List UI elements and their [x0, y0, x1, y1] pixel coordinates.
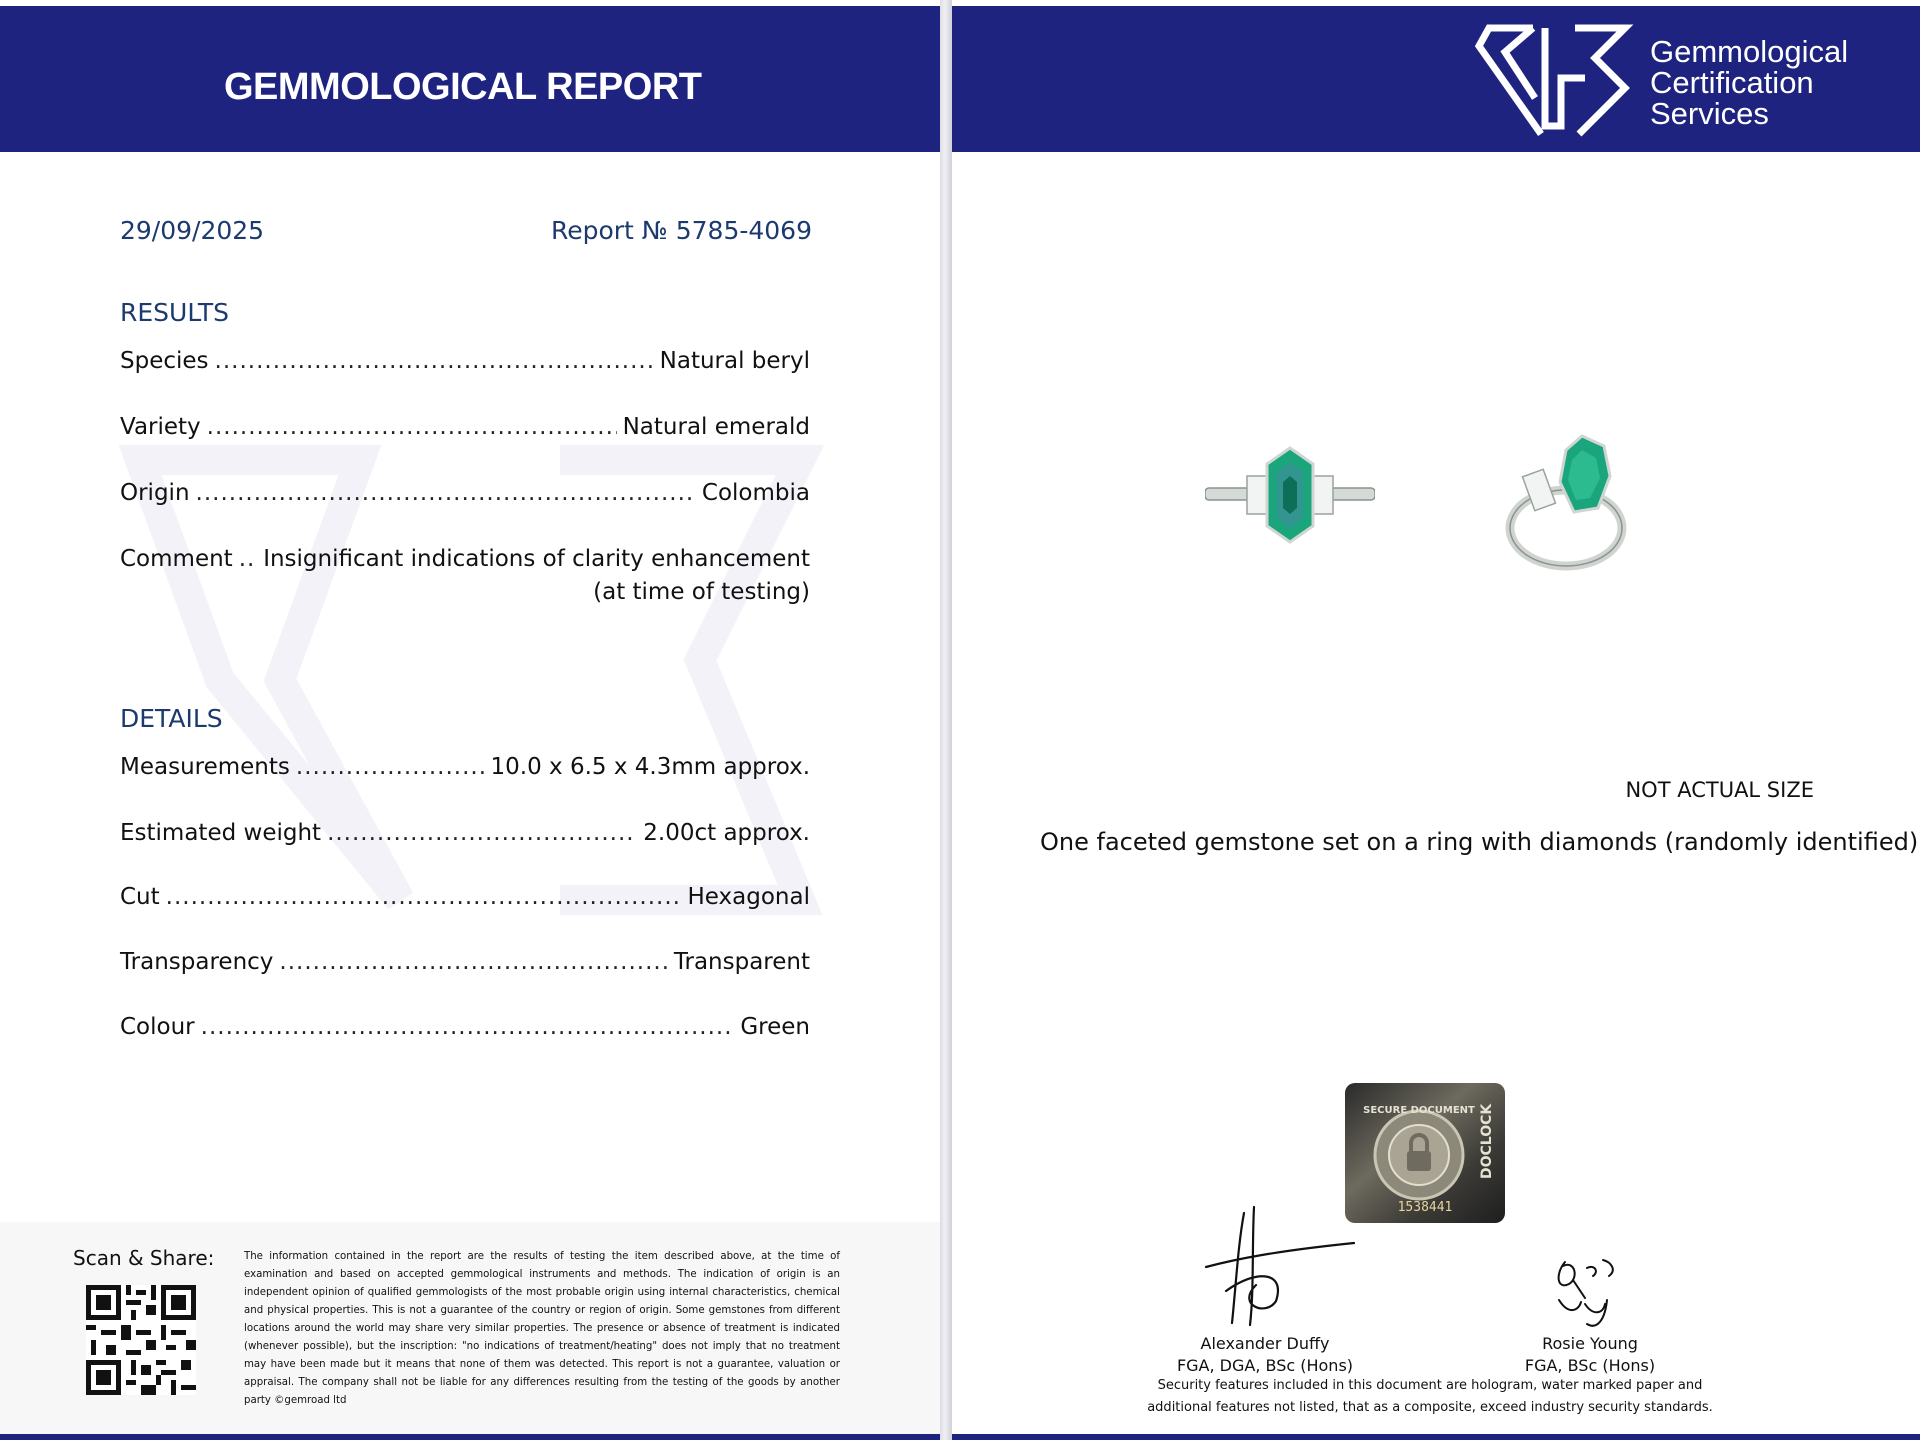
row-label: Measurements	[120, 754, 290, 780]
report-number: Report № 5785-4069	[550, 216, 812, 245]
results-heading: RESULTS	[120, 298, 229, 327]
signatory-credentials: FGA, DGA, BSc (Hons)	[1176, 1356, 1354, 1375]
row-label: Variety	[120, 414, 201, 440]
row-value: 10.0 x 6.5 x 4.3mm approx.	[490, 754, 810, 780]
header-band	[0, 6, 940, 152]
row-value: Hexagonal	[687, 884, 810, 910]
signature-alexander-duffy-image	[1196, 1205, 1356, 1330]
report-date: 29/09/2025	[120, 216, 265, 245]
comment-continuation: (at time of testing)	[593, 579, 810, 605]
ring-angled-view-image	[1500, 432, 1650, 574]
results-row-species	[120, 348, 810, 374]
row-label: Comment	[120, 546, 233, 572]
details-row-measurements	[120, 754, 810, 780]
row-value: Colombia	[701, 480, 810, 506]
details-row-transparency	[120, 949, 810, 975]
signatory-rosie-young	[1480, 1333, 1700, 1377]
signature-rosie-young-image	[1545, 1250, 1635, 1332]
row-value: 2.00ct approx.	[643, 820, 810, 846]
report-right-page	[952, 0, 1920, 1440]
signatory-name: Rosie Young	[1542, 1334, 1638, 1353]
logo-line-3: Services	[1650, 96, 1769, 131]
details-row-weight	[120, 820, 810, 846]
results-row-variety	[120, 414, 810, 440]
hologram-serial: 1538441	[1397, 1200, 1453, 1215]
signatory-name: Alexander Duffy	[1200, 1334, 1330, 1353]
hologram-ring-text: SECURE DOCUMENT	[1363, 1105, 1475, 1116]
row-value: Natural emerald	[622, 414, 810, 440]
hologram-seal-icon	[1345, 1083, 1505, 1223]
signatory-credentials: FGA, BSc (Hons)	[1524, 1356, 1656, 1375]
disclaimer-text: The information contained in the report are the results of testing the item described above, at the time of examination and based on accepted gemmological instruments and methods. The indication of origin is an independent opinion of qualified gemmologists of the most probable origin using internal characteristics, chemical and physical properties. This is not a guarantee of the country or region of origin. Some gemstones from different locations around the world may share very similar properties. The presence or absence of treatment is indicated (whenever possible), but the inscription: "no indications of treatment/heating" does not imply that no treatment may have been made but it means that none of them was detected. This report is not a guarantee, valuation or appraisal. The company shall not be liable for any differences resulting from the testing of the goods by another party ©gemroad ltd	[244, 1251, 840, 1406]
qr-code-icon[interactable]	[86, 1285, 196, 1395]
logo-line-2: Certification	[1650, 65, 1814, 100]
details-row-colour	[120, 1014, 810, 1040]
item-caption: One faceted gemstone set on a ring with diamonds (randomly identified)	[1040, 828, 1919, 856]
row-label: Cut	[120, 884, 160, 910]
row-label: Species	[120, 348, 209, 374]
bottom-rule	[0, 1434, 940, 1440]
page-gutter	[940, 0, 952, 1440]
results-row-origin	[120, 480, 810, 506]
details-heading: DETAILS	[120, 704, 223, 733]
signatory-alexander-duffy	[1140, 1333, 1390, 1377]
gcs-logo-text	[1650, 36, 1848, 129]
gcs-logo-icon	[1475, 18, 1635, 142]
report-left-page	[0, 0, 940, 1440]
logo-line-1: Gemmological	[1650, 34, 1849, 69]
row-value: Natural beryl	[659, 348, 810, 374]
not-actual-size-label: NOT ACTUAL SIZE	[1625, 778, 1814, 802]
report-title: GEMMOLOGICAL REPORT	[224, 66, 702, 108]
hologram-brand: DOCLOCK	[1479, 1103, 1495, 1179]
row-label: Origin	[120, 480, 190, 506]
row-value: Green	[740, 1014, 810, 1040]
row-value: Transparent	[673, 949, 810, 975]
details-row-cut	[120, 884, 810, 910]
row-value: Insignificant indications of clarity enhancement	[263, 546, 810, 572]
results-row-comment	[120, 546, 810, 572]
bottom-rule-right	[952, 1434, 1920, 1440]
ring-front-view-image	[1205, 440, 1375, 560]
scan-share-label: Scan & Share:	[73, 1246, 215, 1270]
row-label: Estimated weight	[120, 820, 322, 846]
security-note: Security features included in this document are hologram, water marked paper and additional features not listed, that as a composite, exceed industry security standards.	[1147, 1378, 1713, 1415]
row-label: Colour	[120, 1014, 195, 1040]
row-label: Transparency	[120, 949, 274, 975]
